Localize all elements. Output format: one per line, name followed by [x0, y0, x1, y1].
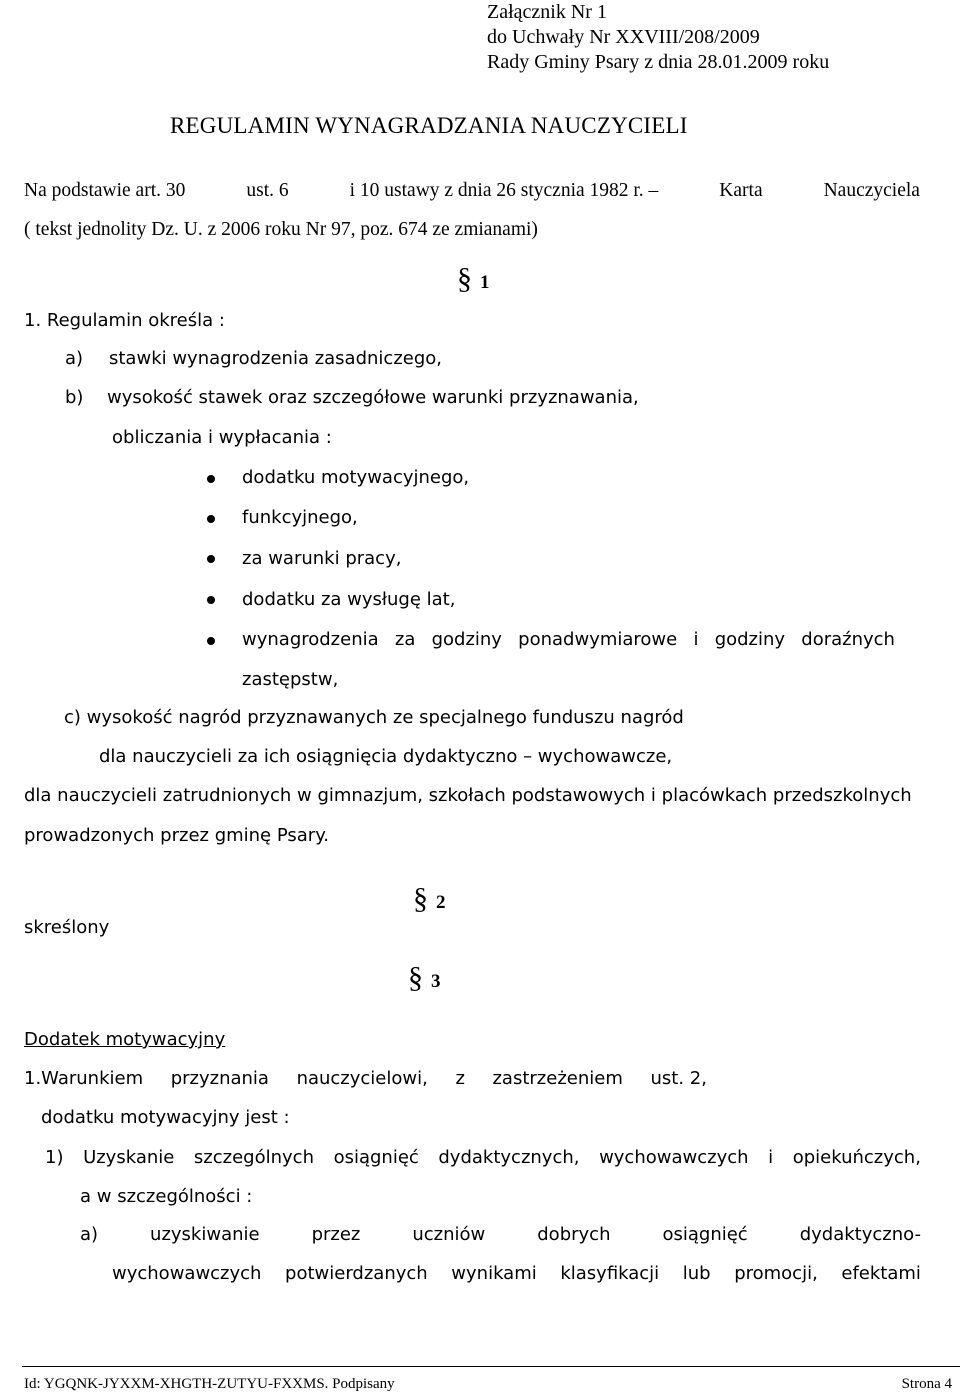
bullet-item-justified [242, 629, 895, 650]
bullet-dot [207, 555, 215, 563]
word: za [394, 629, 416, 650]
word: promocji, [734, 1263, 818, 1284]
word: efektami [841, 1263, 921, 1284]
word: potwierdzanych [285, 1263, 428, 1284]
item-a-text: stawki wynagrodzenia zasadniczego, [109, 348, 442, 369]
word: uzyskiwanie [150, 1224, 260, 1245]
attachment-line-2: do Uchwały Nr XXVIII/208/2009 [487, 26, 760, 48]
word: opiekuńczych, [792, 1147, 921, 1168]
word: szczególnych [193, 1147, 314, 1168]
intro-line-2: ( tekst jednolity Dz. U. z 2006 roku Nr 97, poz. 674 ze zmianami) [24, 219, 538, 240]
word: a) [80, 1224, 99, 1245]
document-title: REGULAMIN WYNAGRADZANIA NAUCZYCIELI [170, 113, 688, 138]
item-c-line-2: dla nauczycieli za ich osiągnięcia dydaktyczno – wychowawcze, [99, 746, 673, 767]
section-number: 1 [480, 272, 490, 293]
bullet-dot [207, 637, 215, 645]
attachment-header [487, 0, 829, 75]
section-2-text: skreślony [24, 917, 110, 938]
footer-document-id: Id: YGQNK-JYXXM-XHGTH-ZUTYU-FXXMS. Podpisany [24, 1376, 395, 1392]
word: zastrzeżeniem [492, 1068, 623, 1089]
bullet-dot [207, 475, 215, 483]
intro-part: Karta [719, 180, 763, 201]
section-1-closing-line-1: dla nauczycieli zatrudnionych w gimnazjum, szkołach podstawowych i placówkach przedszkolnych [24, 785, 912, 806]
item-b-marker: b) [65, 387, 84, 408]
intro-part: i 10 ustawy z dnia 26 stycznia 1982 r. – [349, 180, 659, 201]
item-a-marker: a) [65, 348, 84, 369]
section-1-closing-line-2: prowadzonych przez gminę Psary. [24, 825, 330, 846]
paragraph-symbol: § [413, 882, 428, 915]
word: osiągnięć [662, 1224, 748, 1245]
word: i [693, 629, 699, 650]
bullet-item-continuation: zastępstw, [242, 669, 339, 690]
attachment-line-1: Załącznik Nr 1 [487, 1, 607, 23]
section-number: 3 [431, 971, 441, 992]
word: ponadwymiarowe [518, 629, 678, 650]
intro-part: ust. 6 [246, 180, 289, 201]
word: doraźnych [801, 629, 895, 650]
item-b-text: wysokość stawek oraz szczegółowe warunki przyznawania, [107, 387, 639, 408]
section-number: 2 [436, 892, 446, 913]
section-2-heading [413, 882, 446, 916]
section-3-item-1-line-1 [45, 1147, 921, 1168]
section-3-item-a-line-1 [80, 1224, 921, 1245]
word: uczniów [412, 1224, 486, 1245]
word: wynikami [451, 1263, 537, 1284]
word: lub [682, 1263, 711, 1284]
word: przez [311, 1224, 361, 1245]
bullet-item: dodatku za wysługę lat, [242, 589, 456, 610]
word: klasyfikacji [560, 1263, 660, 1284]
word: 1.Warunkiem [24, 1068, 144, 1089]
intro-part: Na podstawie art. 30 [24, 180, 186, 201]
word: dobrych [537, 1224, 611, 1245]
word: Uzyskanie [83, 1147, 175, 1168]
section-3-p1-line-1 [24, 1068, 707, 1089]
word: i [768, 1147, 774, 1168]
word: dydaktyczno- [799, 1224, 921, 1245]
item-c-line-1: c) wysokość nagród przyznawanych ze specjalnego funduszu nagród [64, 707, 684, 728]
section-1-item-1: 1. Regulamin określa : [24, 310, 225, 331]
bullet-item: dodatku motywacyjnego, [242, 467, 470, 488]
section-1-heading [457, 262, 490, 296]
bullet-item: za warunki pracy, [242, 548, 402, 569]
item-b-continuation: obliczania i wypłacania : [112, 427, 332, 448]
word: dydaktycznych, [438, 1147, 580, 1168]
bullet-dot [207, 515, 215, 523]
word: 1) [45, 1147, 64, 1168]
word: godziny [714, 629, 786, 650]
word: z [455, 1068, 465, 1089]
attachment-line-3: Rady Gminy Psary z dnia 28.01.2009 roku [487, 51, 830, 73]
bullet-item: funkcyjnego, [242, 507, 358, 528]
intro-line-1 [24, 180, 920, 202]
word: wychowawczych [599, 1147, 749, 1168]
section-3-subheading: Dodatek motywacyjny [24, 1029, 226, 1050]
section-3-item-a-line-2 [112, 1263, 921, 1284]
word: ust. 2, [650, 1068, 707, 1089]
word: godziny [431, 629, 502, 650]
section-3-heading [408, 961, 441, 995]
bullet-dot [207, 596, 215, 604]
paragraph-symbol: § [408, 961, 423, 994]
word: wychowawczych [112, 1263, 262, 1284]
section-3-item-1-line-2: a w szczególności : [80, 1186, 253, 1207]
footer-page-number: Strona 4 [901, 1376, 952, 1392]
word: przyznania [170, 1068, 269, 1089]
word: nauczycielowi, [296, 1068, 428, 1089]
word: osiągnięć [333, 1147, 419, 1168]
word: wynagrodzenia [242, 629, 379, 650]
intro-part: Nauczyciela [823, 180, 920, 201]
footer-divider [22, 1366, 960, 1367]
paragraph-symbol: § [457, 262, 472, 295]
section-3-p1-line-2: dodatku motywacyjny jest : [41, 1107, 290, 1128]
